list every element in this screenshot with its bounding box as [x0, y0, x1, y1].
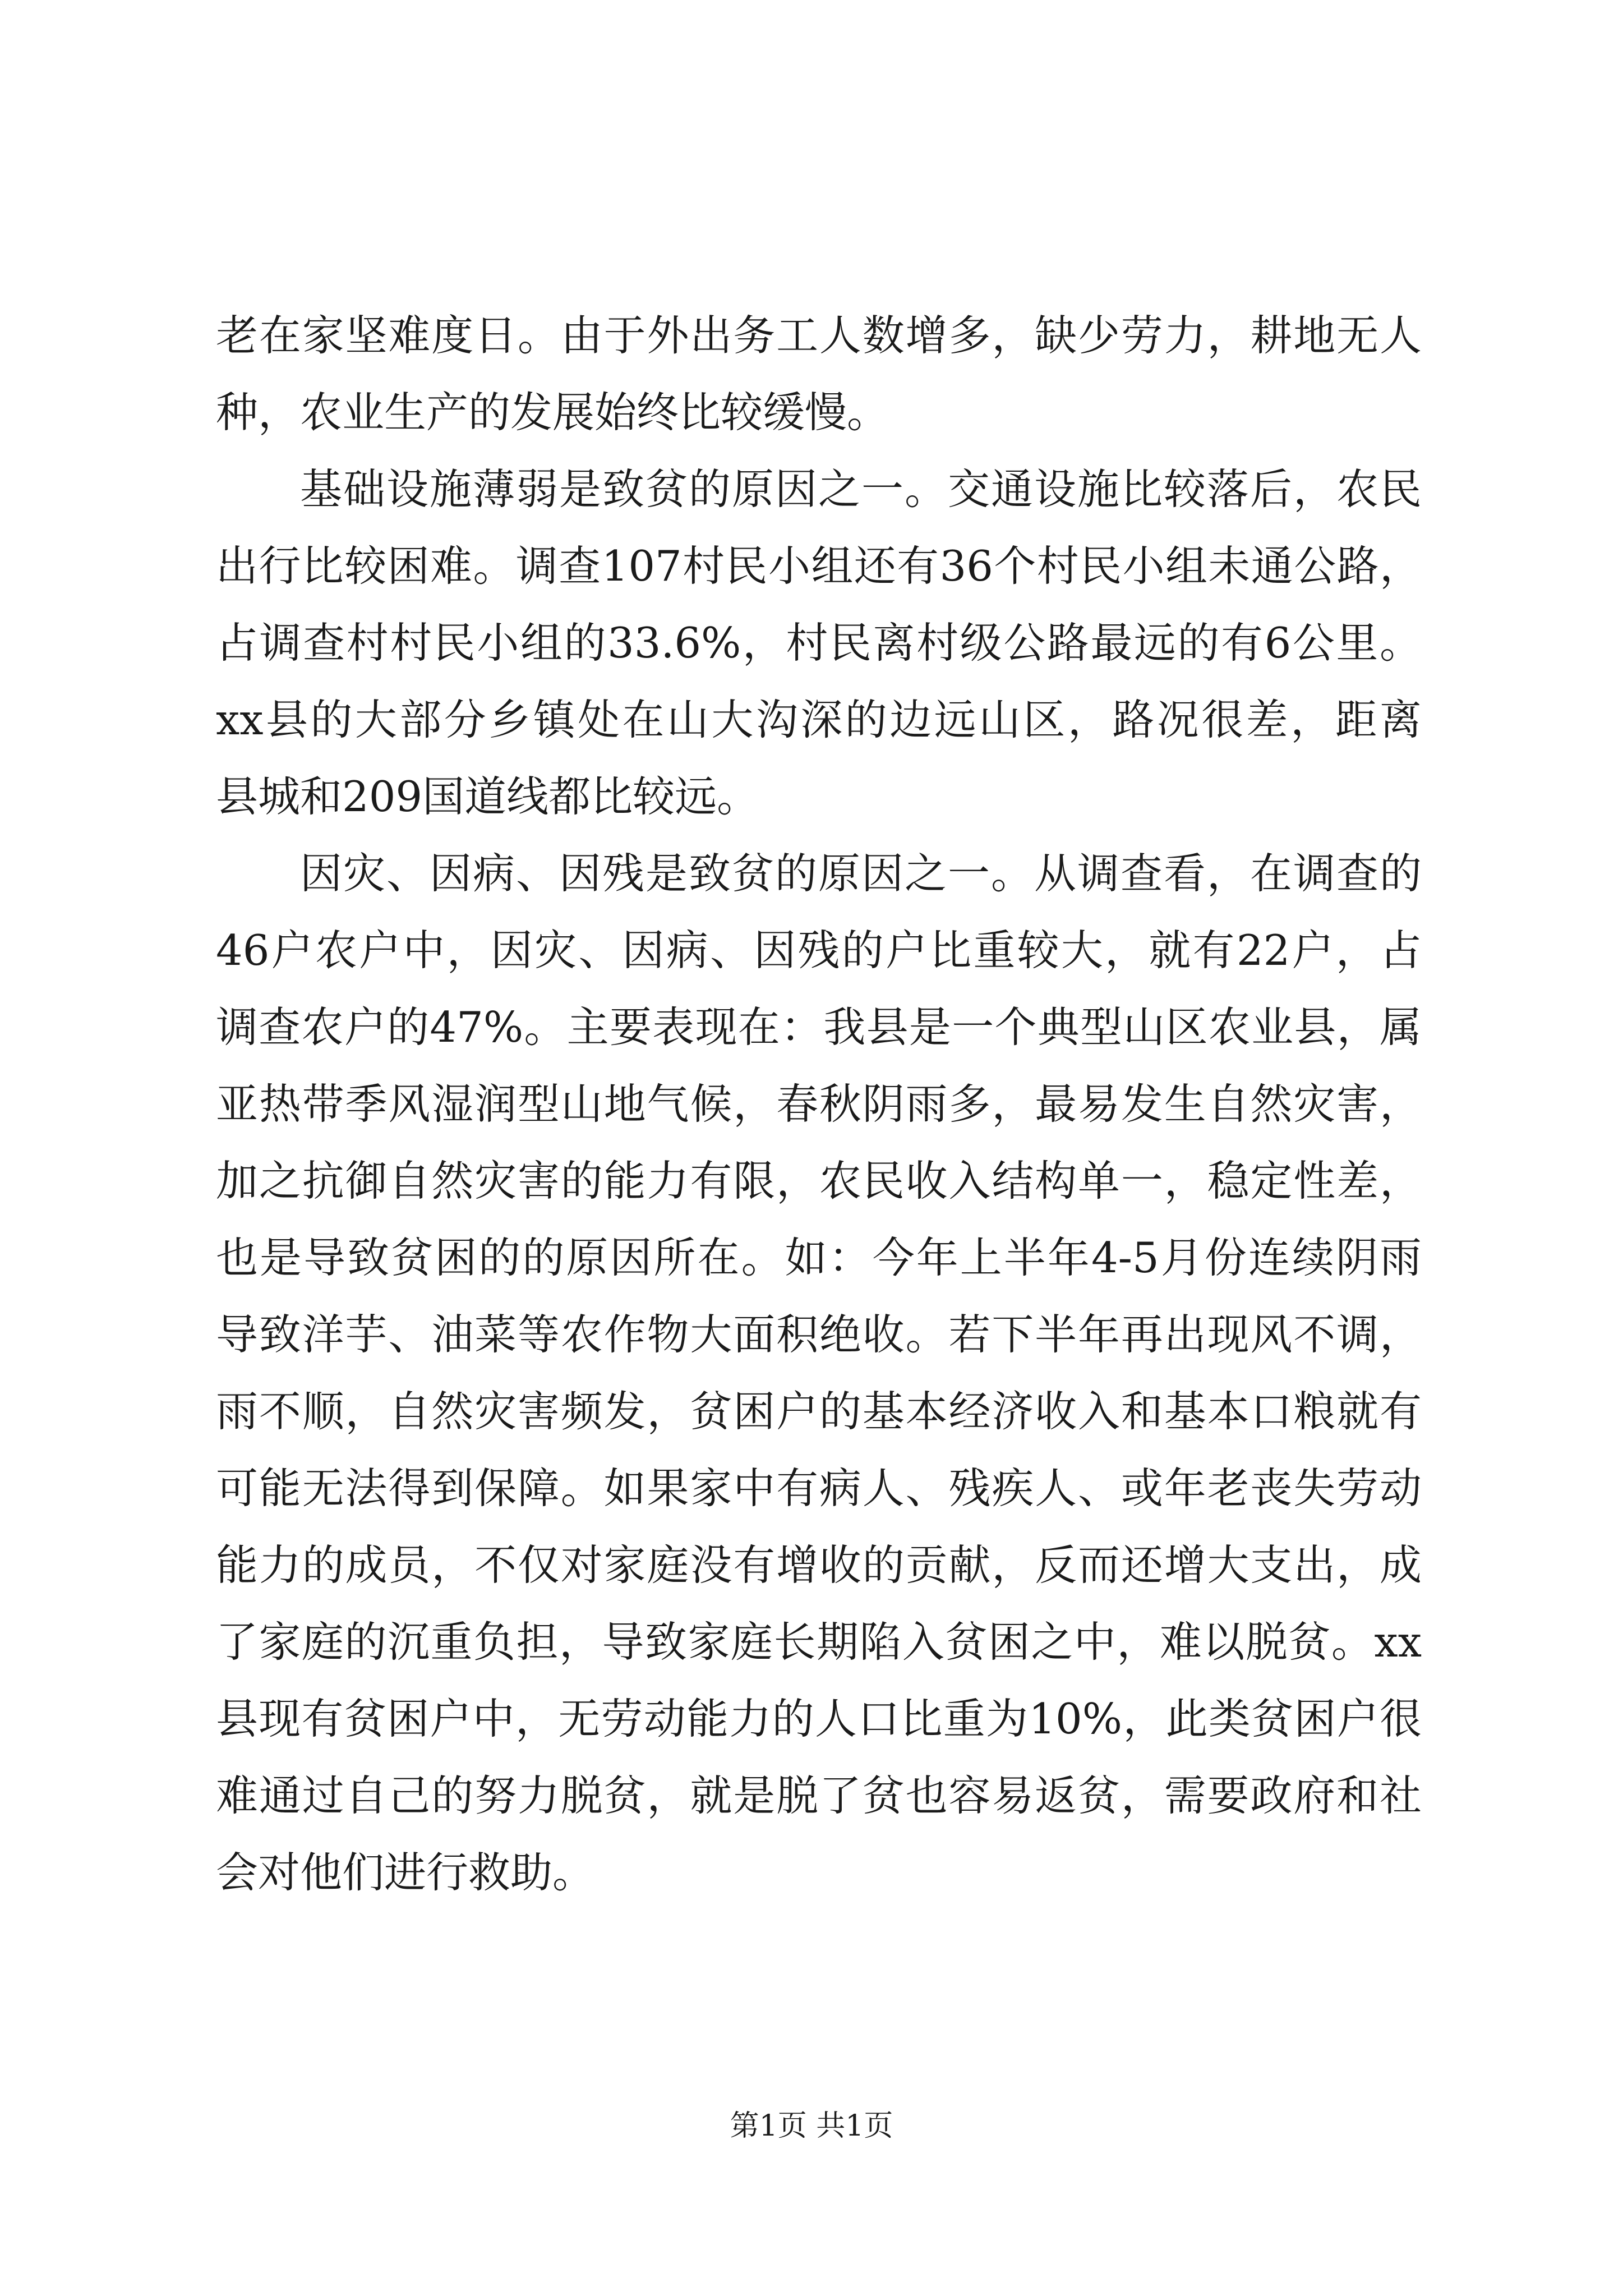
- page-number: 第1页 共1页: [730, 2109, 893, 2143]
- text-line: 了家庭的沉重负担，导致家庭长期陷入贫困之中，难以脱贫。xx: [216, 1617, 1422, 1667]
- text-line: 占调查村村民小组的33.6%，村民离村级公路最远的有6公里。: [216, 618, 1422, 668]
- text-line: 能力的成员，不仅对家庭没有增收的贡献，反而还增大支出，成: [216, 1540, 1422, 1590]
- document-body: [216, 297, 1422, 1911]
- text-line: 县城和209国道线都比较远。: [216, 772, 759, 821]
- text-line: 会对他们进行救助。: [216, 1848, 595, 1897]
- text-line: 导致洋芋、油菜等农作物大面积绝收。若下半年再出现风不调，: [216, 1310, 1422, 1359]
- text-line: xx县的大部分乡镇处在山大沟深的边远山区，路况很差，距离: [216, 695, 1422, 744]
- paragraph-start-line: 基础设施薄弱是致贫的原因之一。交通设施比较落后，农民: [300, 464, 1422, 514]
- text-line: 也是导致贫困的的原因所在。如：今年上半年4-5月份连续阴雨: [216, 1233, 1422, 1282]
- text-line: 调查农户的47%。主要表现在：我县是一个典型山区农业县，属: [216, 1002, 1422, 1052]
- text-line: 雨不顺，自然灾害频发，贫困户的基本经济收入和基本口粮就有: [216, 1387, 1422, 1436]
- text-line: 亚热带季风湿润型山地气候，春秋阴雨多，最易发生自然灾害，: [216, 1079, 1422, 1129]
- text-line: 老在家坚难度日。由于外出务工人数增多，缺少劳力，耕地无人: [216, 311, 1422, 360]
- text-line: 种，农业生产的发展始终比较缓慢。: [216, 388, 889, 437]
- text-line: 难通过自己的努力脱贫，就是脱了贫也容易返贫，需要政府和社: [216, 1771, 1422, 1820]
- text-line: 出行比较困难。调查107村民小组还有36个村民小组未通公路，: [216, 541, 1422, 591]
- text-line: 可能无法得到保障。如果家中有病人、残疾人、或年老丧失劳动: [216, 1464, 1422, 1513]
- text-line: 县现有贫困户中，无劳动能力的人口比重为10%，此类贫困户很: [216, 1694, 1422, 1743]
- page-footer: [0, 2106, 1623, 2146]
- text-line: 46户农户中，因灾、因病、因残的户比重较大，就有22户，占: [216, 926, 1422, 975]
- paragraph-start-line: 因灾、因病、因残是致贫的原因之一。从调查看，在调查的: [300, 849, 1422, 898]
- text-line: 加之抗御自然灾害的能力有限，农民收入结构单一，稳定性差，: [216, 1156, 1422, 1205]
